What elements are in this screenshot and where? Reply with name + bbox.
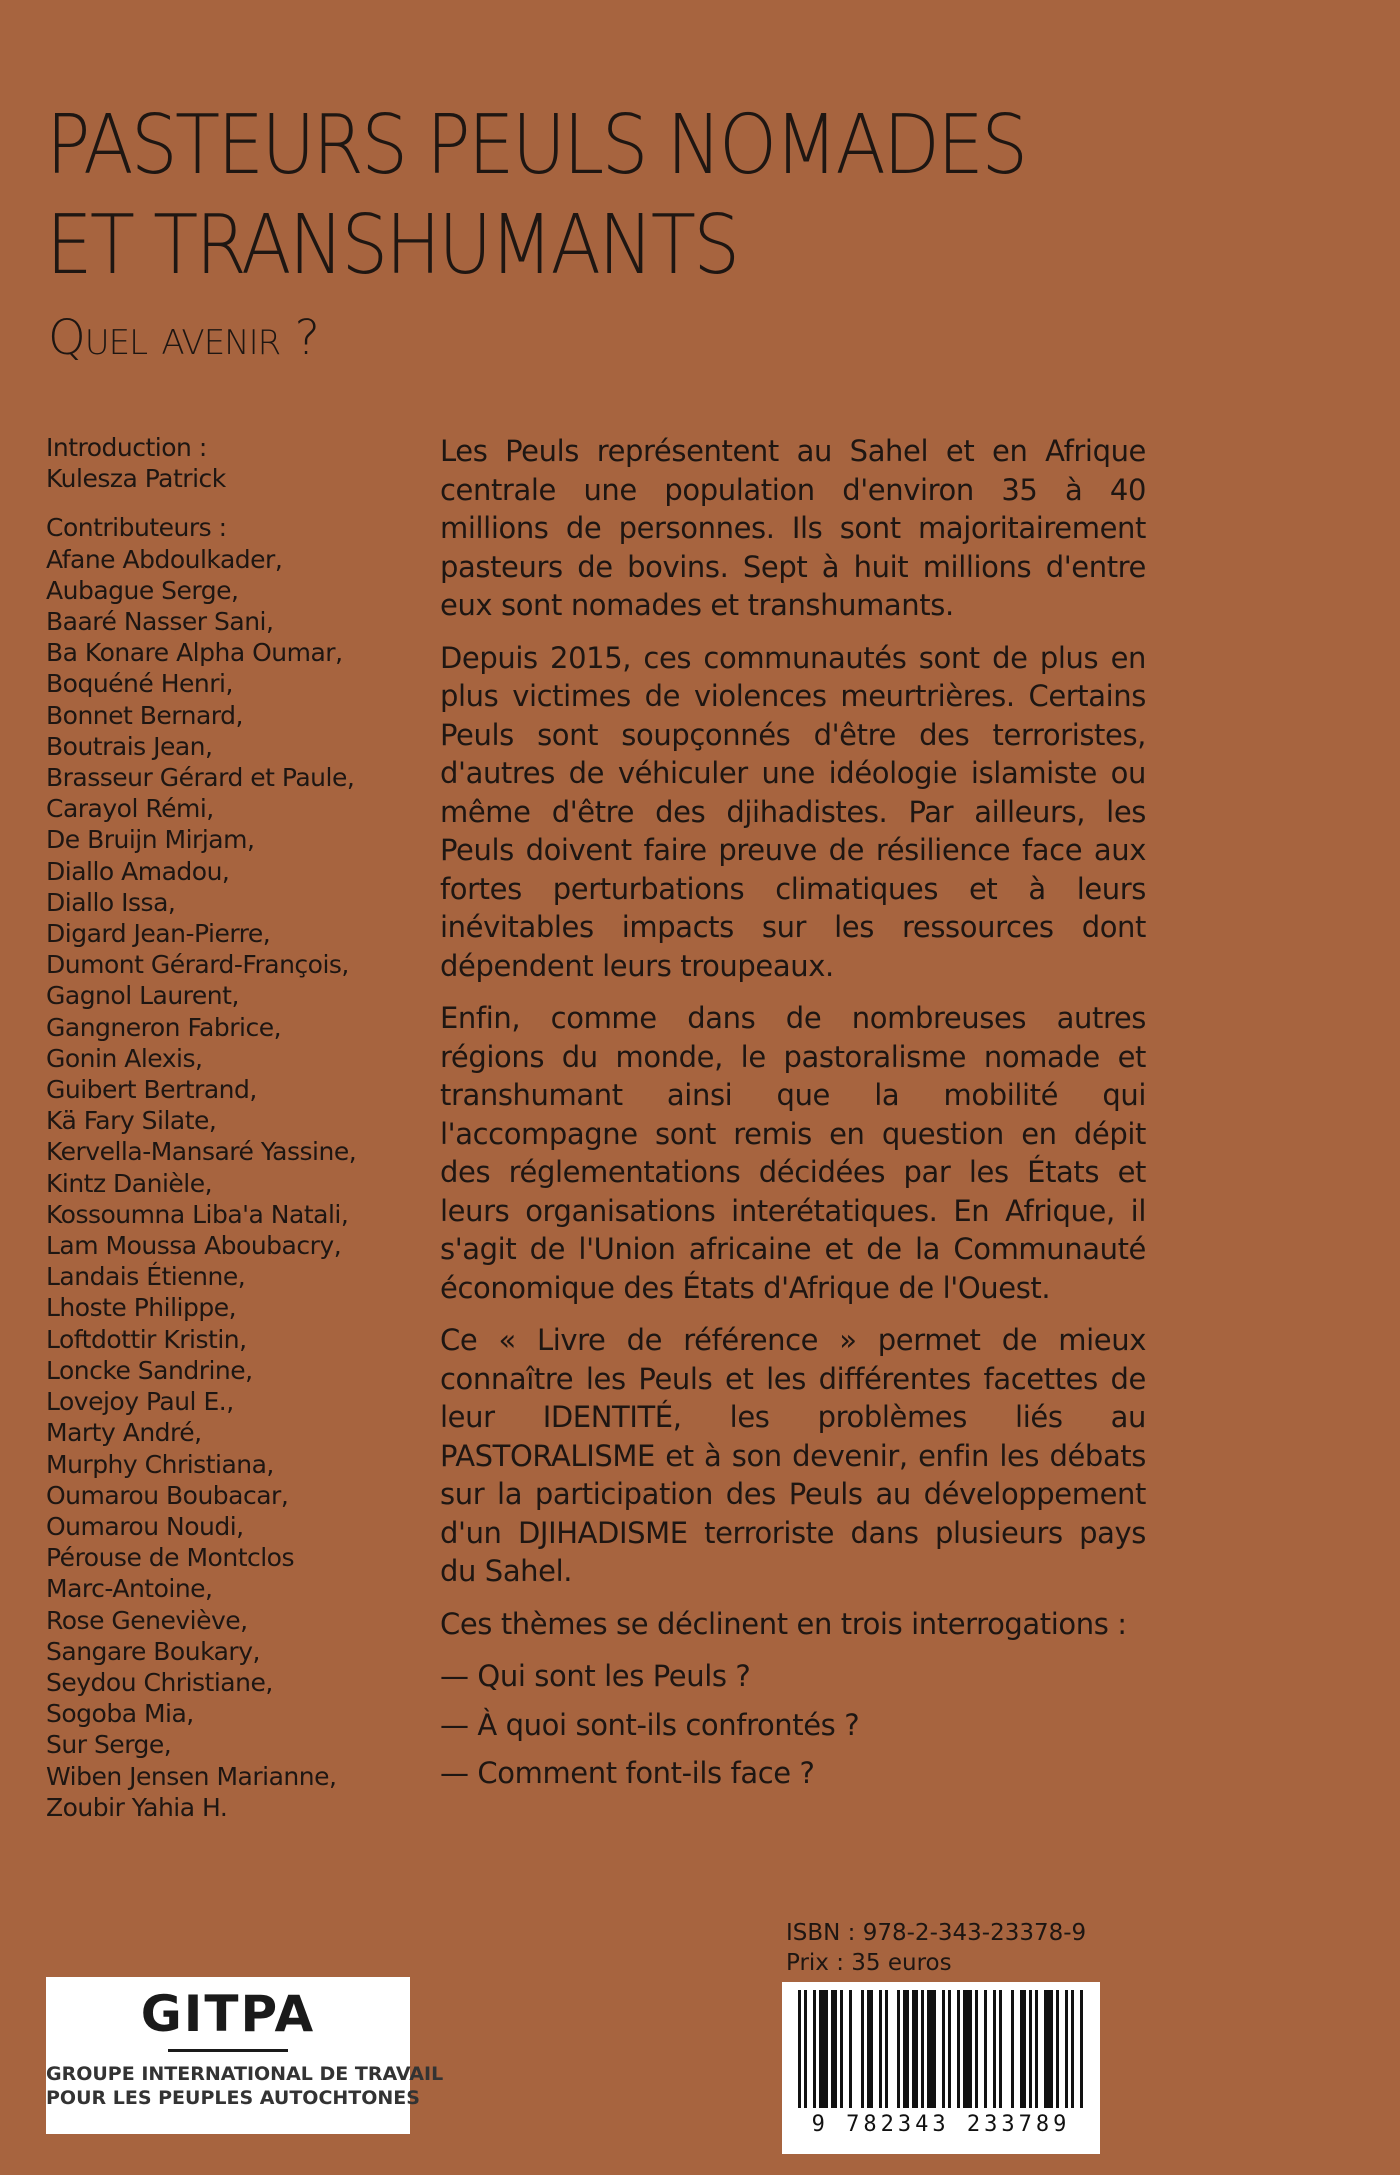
description-paragraph: Les Peuls représentent au Sahel et en Afrique centrale une population d'environ 35 à 40 millions de personnes. Ils sont majoritairement pasteurs de bovins. Sept à huit millions d'entre eux sont nomades et transhumants.	[440, 434, 1146, 622]
contributor-name: Kintz Danièle,	[46, 1168, 213, 1198]
publisher-line-1: GROUPE INTERNATIONAL DE TRAVAIL	[46, 2063, 444, 2085]
contributor-name: Sogoba Mia,	[46, 1699, 194, 1729]
contributor-name: Rose Geneviève,	[46, 1605, 248, 1635]
barcode-bar	[927, 1990, 936, 2108]
publisher-line-2: POUR LES PEUPLES AUTOCHTONES	[46, 2087, 420, 2109]
contributor-name: Aubague Serge,	[46, 575, 239, 605]
barcode-bar	[831, 1990, 837, 2108]
barcode-bar	[849, 1990, 852, 2108]
barcode-bar	[840, 1990, 843, 2108]
barcode-bar	[984, 1990, 987, 2108]
back-cover-description	[440, 432, 1146, 1803]
contributor-name: Zoubir Yahia H.	[46, 1792, 228, 1822]
barcode-bar	[1056, 1990, 1059, 2108]
contributor-name: Loncke Sandrine,	[46, 1355, 253, 1385]
description-paragraph: Ces thèmes se déclinent en trois interrogations :	[440, 1606, 1127, 1641]
question-item: — Comment font-ils face ?	[440, 1756, 815, 1790]
introduction-block	[46, 432, 426, 494]
barcode-bar	[813, 1990, 816, 2108]
contributor-name: Wiben Jensen Marianne,	[46, 1761, 337, 1791]
barcode-bar	[975, 1990, 978, 2108]
barcode-bar	[804, 1990, 807, 2108]
contributor-name: Gangneron Fabrice,	[46, 1012, 282, 1042]
barcode-bar	[1029, 1990, 1032, 2108]
contributor-name: Boutrais Jean,	[46, 731, 213, 761]
contributor-name: Diallo Issa,	[46, 887, 176, 917]
introduction-author: Kulesza Patrick	[46, 464, 226, 494]
barcode-bar	[879, 1990, 882, 2108]
contributor-name: Digard Jean-Pierre,	[46, 919, 271, 949]
title-line-2: ET TRANSHUMANTS	[46, 198, 738, 293]
contributor-name: Gonin Alexis,	[46, 1043, 203, 1073]
barcode-bar	[912, 1990, 918, 2108]
contributor-name: Pérouse de Montclos	[46, 1543, 295, 1573]
contributor-name: Kä Fary Silate,	[46, 1106, 217, 1136]
contributor-name: Dumont Gérard-François,	[46, 950, 349, 980]
barcode-bars	[782, 1982, 1100, 2112]
contributor-name: Kossoumna Liba'a Natali,	[46, 1199, 349, 1229]
barcode-bar	[957, 1990, 960, 2108]
contributor-name: Brasseur Gérard et Paule,	[46, 763, 355, 793]
barcode-bar	[819, 1990, 828, 2108]
barcode-bar	[1065, 1990, 1068, 2108]
barcode-bar	[1020, 1990, 1026, 2108]
contributor-name: Baaré Nasser Sani,	[46, 607, 274, 637]
barcode-bar	[798, 1990, 801, 2108]
contributor-name: Murphy Christiana,	[46, 1449, 274, 1479]
contributor-name: Seydou Christiane,	[46, 1667, 273, 1697]
isbn-number: ISBN : 978-2-343-23378-9	[786, 1920, 1087, 1946]
contributor-name: Diallo Amadou,	[46, 856, 230, 886]
barcode-bar	[1035, 1990, 1038, 2108]
publisher-name: GITPA	[140, 1985, 316, 2043]
contributor-name: Sur Serge,	[46, 1730, 172, 1760]
description-paragraph: Enfin, comme dans de nombreuses autres régions du monde, le pastoralisme nomade et transhumant ainsi que la mobilité qui l'accompagne sont remis en question en dépit des réglementations décidées par les États et leurs organisations interétatiques. En Afrique, il s'agit de l'Union africaine et de la Communauté économique des États d'Afrique de l'Ouest.	[440, 1001, 1146, 1305]
contributor-name: Carayol Rémi,	[46, 794, 214, 824]
barcode-bar	[942, 1990, 945, 2108]
contributor-name: Afane Abdoulkader,	[46, 544, 283, 574]
barcode-bar	[861, 1990, 864, 2108]
contributor-name: De Bruijn Mirjam,	[46, 825, 255, 855]
barcode-bar	[903, 1990, 909, 2108]
contributor-name: Marty André,	[46, 1418, 202, 1448]
barcode-bar	[1071, 1990, 1074, 2108]
contributor-name: Guibert Bertrand,	[46, 1075, 257, 1105]
logo-divider	[168, 2049, 288, 2052]
publisher-logo	[46, 1977, 444, 2134]
contributor-name: Gagnol Laurent,	[46, 981, 239, 1011]
barcode-bar	[948, 1990, 951, 2108]
barcode-bar	[897, 1990, 900, 2108]
contributor-name: Oumarou Boubacar,	[46, 1480, 289, 1510]
contributor-name: Landais Étienne,	[46, 1262, 246, 1292]
book-title	[46, 96, 1025, 296]
contributor-name: Boquéné Henri,	[46, 669, 233, 699]
barcode-bar	[921, 1990, 924, 2108]
contributor-name: Sangare Boukary,	[46, 1636, 260, 1666]
contributors-list	[46, 544, 426, 1823]
barcode-bar	[1011, 1990, 1014, 2108]
contributor-name: Bonnet Bernard,	[46, 700, 243, 730]
barcode-bar	[1044, 1990, 1053, 2108]
question-item: — À quoi sont-ils confrontés ?	[440, 1707, 860, 1742]
barcode	[782, 1982, 1100, 2154]
barcode-bar	[867, 1990, 873, 2108]
barcode-bar	[993, 1990, 996, 2108]
contributors-label: Contributeurs :	[46, 513, 227, 543]
question-item: — Qui sont les Peuls ?	[440, 1659, 751, 1693]
isbn-block	[786, 1918, 1086, 1978]
contributor-name: Oumarou Noudi,	[46, 1511, 244, 1541]
description-paragraph: Ce « Livre de référence » permet de mieux connaître les Peuls et les différentes facettes de leur IDENTITÉ, les problèmes liés au PASTORALISME et à son devenir, enfin les débats sur la participation des Peuls au développement d'un DJIHADISME terroriste dans plusieurs pays du Sahel.	[440, 1323, 1146, 1588]
contributor-name: Ba Konare Alpha Oumar,	[46, 638, 343, 668]
price: Prix : 35 euros	[786, 1950, 952, 1976]
contributor-name: Marc-Antoine,	[46, 1574, 213, 1604]
title-line-1: PASTEURS PEULS NOMADES	[46, 98, 1026, 193]
contributor-name: Loftdottir Kristin,	[46, 1324, 247, 1354]
contributors-block	[46, 512, 426, 1823]
introduction-label: Introduction :	[46, 433, 207, 462]
contributors-column	[46, 432, 426, 1841]
barcode-bar	[1080, 1990, 1083, 2108]
contributor-name: Lam Moussa Aboubacry,	[46, 1231, 342, 1261]
barcode-bar	[963, 1990, 972, 2108]
description-paragraph: Depuis 2015, ces communautés sont de plus en plus victimes de violences meurtrières. Certains Peuls sont soupçonnés d'être des terroristes, d'autres de véhiculer une idéologie islamiste ou même d'être des djihadistes. Par ailleurs, les Peuls doivent faire preuve de résilience face aux fortes perturbations climatiques et à leurs inévitables impacts sur les ressources dont dépendent leurs troupeaux.	[440, 640, 1146, 983]
contributor-name: Lovejoy Paul E.,	[46, 1387, 234, 1417]
contributor-name: Kervella-Mansaré Yassine,	[46, 1137, 357, 1167]
barcode-bar	[885, 1990, 888, 2108]
barcode-bar	[999, 1990, 1002, 2108]
book-subtitle: Quel avenir ?	[48, 310, 319, 366]
contributor-name: Lhoste Philippe,	[46, 1293, 237, 1323]
barcode-number: 9 782343 233789	[811, 2112, 1071, 2137]
